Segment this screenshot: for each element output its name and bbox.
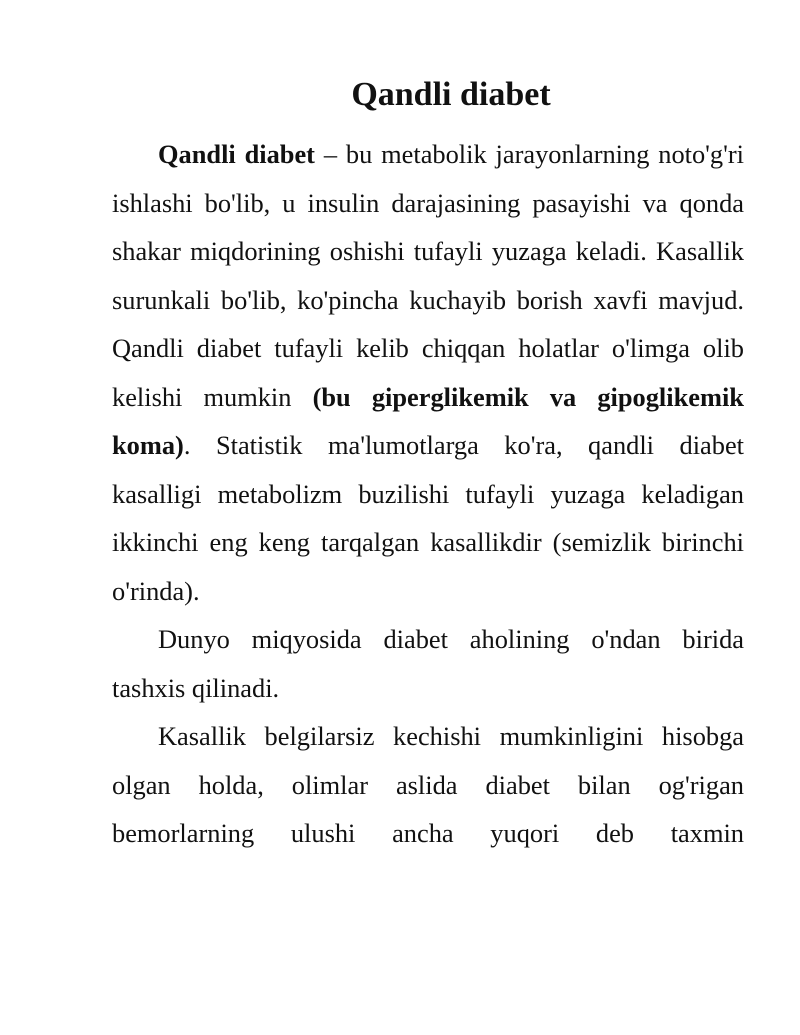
term-qandli-diabet: Qandli diabet	[158, 139, 315, 169]
bold-note: (bu giperglikemik va gipoglikemik koma)	[112, 381, 744, 460]
document-body	[112, 130, 744, 858]
page-title: Qandli diabet	[351, 76, 551, 113]
paragraph-prevalence: Dunyo miqyosida diabet aholining o'ndan birida tashxis qilinadi.	[112, 624, 744, 703]
paragraph-definition	[112, 130, 744, 615]
paragraph-text: . Statistik ma'lumotlarga ko'ra, qandli diabet kasalligi metabolizm buzilishi tufayli yuzaga keladigan ikkinchi eng keng tarqalgan kasallikdir (semizlik birinchi o'rinda).	[112, 430, 744, 606]
term-dash: –	[314, 139, 346, 169]
paragraph-estimate: Kasallik belgilarsiz kechishi mumkinligini hisobga olgan holda, olimlar aslida diabet bilan og'rigan bemorlarning ulushi ancha yuqori deb taxmin	[112, 721, 744, 848]
paragraph-text: bu metabolik jarayonlarning noto'g'ri ishlashi bo'lib, u insulin darajasining pasayishi va qonda shakar miqdorining oshishi tufayli yuzaga keladi. Kasallik surunkali bo'lib, ko'pincha kuchayib borish xavfi mavjud. Qandli diabet tufayli kelib chiqqan holatlar o'limga olib kelishi mumkin	[112, 139, 744, 412]
